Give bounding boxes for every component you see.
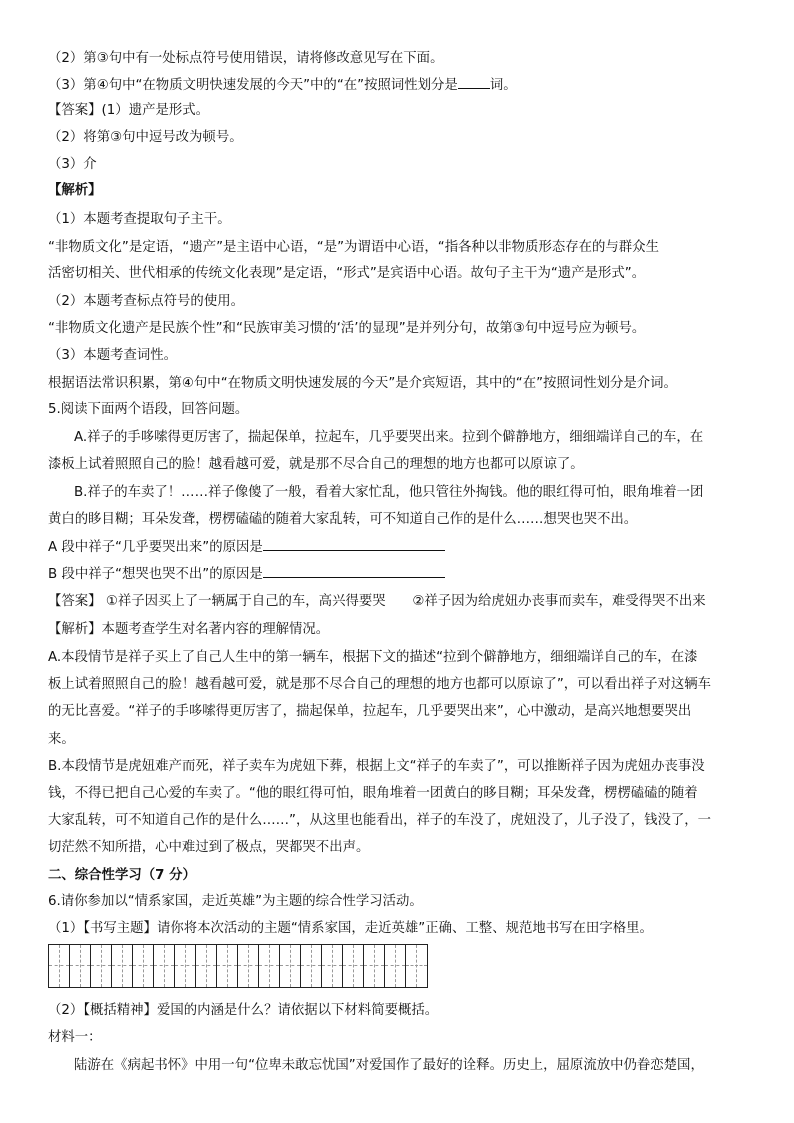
grid-cell[interactable] (49, 945, 70, 987)
analysis-5-a3: 的无比喜爱。“祥子的手哆嗦得更厉害了，揣起保单，拉起车，几乎要哭出来”，心中激动，是高兴地想要哭出 (48, 704, 692, 719)
analysis-3-1b: 活密切相关、世代相承的传统文化表现”是定语，“形式”是宾语中心语。故句子主干为“遗产是形式”。 (48, 266, 646, 281)
question-3-3: （3）第④句中“在物质文明快速发展的今天”中的“在”按照词性划分是 词。 (48, 78, 517, 93)
question-5-b: B 段中祥子“想哭也哭不出”的原因是 (48, 565, 754, 584)
grid-cell[interactable] (70, 945, 91, 987)
grid-cell[interactable] (238, 945, 259, 987)
question-5-a: A 段中祥子“几乎要哭出来”的原因是 (48, 538, 754, 557)
analysis-3-2: （2）本题考查标点符号的使用。 (48, 294, 244, 309)
grid-cell[interactable] (322, 945, 343, 987)
grid-cell[interactable] (91, 945, 112, 987)
answer-5: 【答案】 ①祥子因买上了一辆属于自己的车，高兴得要哭 ②祥子因为给虎妞办丧事而卖车，难受得哭不出来 (48, 594, 706, 609)
section-2-heading: 二、综合性学习（7 分） (48, 868, 196, 883)
answer-blank (263, 565, 445, 578)
analysis-3-1a: “非物质文化”是定语，“遗产”是主语中心语，“是”为谓语中心语，“指各种以非物质形态存在的与群众生 (48, 240, 659, 255)
question-5: 5.阅读下面两个语段，回答问题。 (48, 402, 249, 417)
answer-3-1: 【答案】(1）遗产是形式。 (48, 103, 210, 118)
writing-grid[interactable] (48, 944, 428, 988)
analysis-5-b4: 切茫然不知所措，心中难过到了极点，哭都哭不出声。 (48, 840, 370, 855)
grid-cell[interactable] (133, 945, 154, 987)
analysis-5-b2: 钱，不得已把自己心爱的车卖了。“他的眼红得可怕，眼角堆着一团黄白的眵目糊；耳朵发聋，楞楞磕磕的随着 (48, 786, 698, 801)
passage-b-line2: 黄白的眵目糊；耳朵发聋，楞楞磕磕的随着大家乱转，可不知道自己作的是什么……想哭也哭不出。 (48, 512, 638, 527)
grid-cell[interactable] (112, 945, 133, 987)
material-1-label: 材料一： (48, 1030, 102, 1045)
grid-cell[interactable] (364, 945, 385, 987)
analysis-3-3: （3）本题考查词性。 (48, 348, 178, 363)
question-6-1: （1）【书写主题】请你将本次活动的主题“情系家国，走近英雄”正确、工整、规范地书写在田字格里。 (48, 921, 653, 936)
analysis-3-2a: “非物质文化遗产是民族个性”和“民族审美习惯的‘活’的显现”是并列分句，故第③句中逗号应为顿号。 (48, 321, 646, 336)
answer-3-2: （2）将第③句中逗号改为顿号。 (48, 130, 243, 145)
question-3-2: （2）第③句中有一处标点符号使用错误，请将修改意见写在下面。 (48, 51, 444, 66)
answer-3-3: （3）介 (48, 157, 97, 172)
passage-a-line2: 漆板上试着照照自己的脸！越看越可爱，就是那不尽合自己的理想的地方也都可以原谅了。 (48, 457, 584, 472)
passage-b-line1: B.祥子的车卖了！……祥子像傻了一般，看着大家忙乱，他只管往外掏钱。他的眼红得可怕，眼角堆着一团 (74, 485, 704, 500)
analysis-heading: 【解析】 (48, 183, 102, 198)
question-6-2: （2）【概括精神】爱国的内涵是什么？请依据以下材料简要概括。 (48, 1003, 439, 1018)
analysis-5-b1: B.本段情节是虎妞难产而死，祥子卖车为虎妞下葬，根据上文“祥子的车卖了”，可以推断祥子因为虎妞办丧事没 (48, 759, 705, 774)
grid-cell[interactable] (259, 945, 280, 987)
material-1-text: 陆游在《病起书怀》中用一句“位卑未敢忘忧国”对爱国作了最好的诠释。历史上，屈原流放中仍眷恋楚国， (74, 1058, 704, 1073)
analysis-5-a1: A.本段情节是祥子买上了自己人生中的第一辆车，根据下文的描述“拉到个僻静地方，细细端详自己的车，在漆 (48, 650, 698, 665)
grid-cell[interactable] (175, 945, 196, 987)
answer-blank (263, 538, 445, 551)
grid-cell[interactable] (385, 945, 406, 987)
analysis-3-3a: 根据语法常识积累，第④句中“在物质文明快速发展的今天”是介宾短语，其中的“在”按照词性划分是介词。 (48, 376, 677, 391)
grid-cell[interactable] (196, 945, 217, 987)
passage-a-line1: A.祥子的手哆嗦得更厉害了，揣起保单，拉起车，几乎要哭出来。拉到个僻静地方，细细端详自己的车，在 (74, 430, 704, 445)
question-6: 6.请你参加以“情系家国，走近英雄”为主题的综合性学习活动。 (48, 894, 423, 909)
analysis-5-a4: 来。 (48, 732, 75, 747)
grid-cell[interactable] (343, 945, 364, 987)
analysis-5-b3: 大家乱转，可不知道自己作的是什么……”，从这里也能看出，祥子的车没了，虎妞没了，儿子没了，钱没了，一 (48, 813, 712, 828)
analysis-5-heading: 【解析】本题考查学生对名著内容的理解情况。 (48, 622, 330, 637)
grid-cell[interactable] (406, 945, 427, 987)
grid-cell[interactable] (301, 945, 322, 987)
grid-cell[interactable] (154, 945, 175, 987)
grid-cell[interactable] (217, 945, 238, 987)
analysis-3-1: （1）本题考查提取句子主干。 (48, 212, 231, 227)
analysis-5-a2: 板上试着照照自己的脸！越看越可爱，就是那不尽合自己的理想的地方也都可以原谅了”，可以看出祥子对这辆车 (48, 677, 712, 692)
answer-blank (458, 76, 490, 89)
grid-cell[interactable] (280, 945, 301, 987)
